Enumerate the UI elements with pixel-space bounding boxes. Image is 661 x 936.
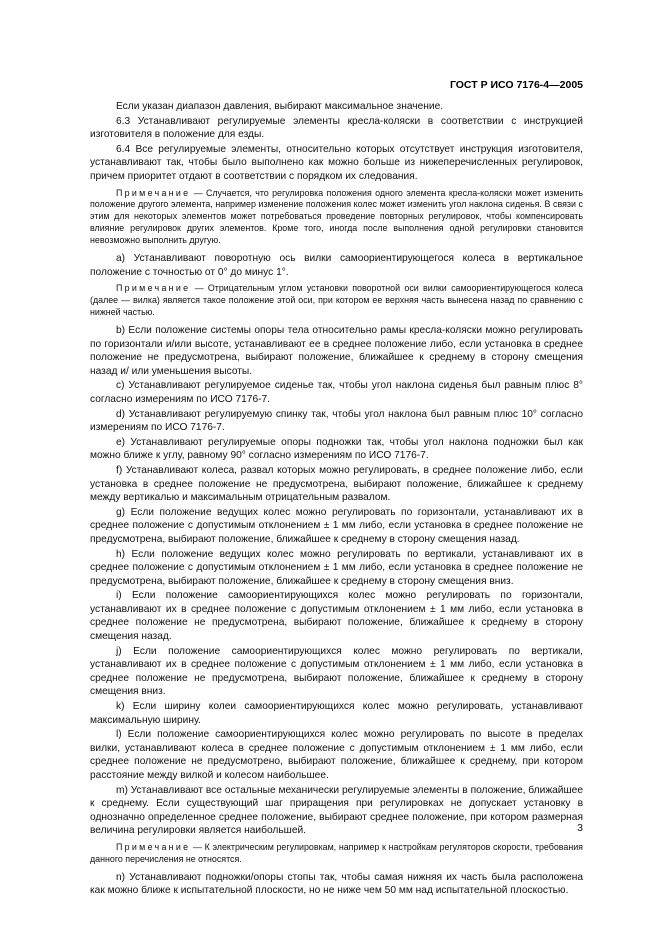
document-header: ГОСТ Р ИСО 7176-4—2005 [449,79,583,91]
page-number: 3 [577,822,583,834]
list-item: f) Устанавливают колеса, развал которых можно регулировать, в среднее положение либо, если установка в среднее положение не предусмотрена, выбирают положение, ближайшее к среднему между вертикалью и максимальным отрицательным развалом. [90,464,583,504]
list-item: h) Если положение ведущих колес можно регулировать по вертикали, устанавливают их в среднее положение с допустимым отклонением ± 1 мм либо, если установка в среднее положение не предусмотрена, выбирают положение, ближайшее к среднему в сторону смещения вниз. [90,548,583,587]
note-label: Примечание [116,187,191,198]
list-item: i) Если положение самоориентирующихся колес можно регулировать по горизонтали, устанавливают их в среднее положение с допустимым отклонением ± 1 мм либо, если установка в среднее положение не предусмотрена, выбирают положение, ближайшее к среднему в сторону смещения назад. [90,590,583,643]
list-item: d) Устанавливают регулируемую спинку так, чтобы угол наклона был равным плюс 10° согласно измерениям по ИСО 7176-7. [90,408,583,434]
paragraph: 6.4 Все регулируемые элементы, относительно которых отсутствует инструкция изготовителя, устанавливают так, чтобы было выполнено как можно больше из нижеперечисленных регулировок, причем приоритет отдают в соответствии с порядком их следования. [90,143,583,182]
note [90,188,583,248]
note-text: — К электрическим регулировкам, например к настройкам регуляторов скорости, требования данного перечисления не относятся. [90,841,583,864]
list-item: n) Устанавливают подножки/опоры стопы так, чтобы самая нижняя их часть была расположена как можно ближе к испытательной плоскости, но не ниже чем 50 мм над испытательной плоскостью. [90,871,583,897]
note-label: Примечание [116,841,191,852]
paragraph: 6.3 Устанавливают регулируемые элементы кресла-коляски в соответствии с инструкцией изготовителя в положение для езды. [90,115,583,141]
list-item: e) Устанавливают регулируемые опоры подножки так, чтобы угол наклона подножки был как можно ближе к углу, равному 90° согласно измерениям по ИСО 7176-7. [90,436,583,462]
list-item: a) Устанавливают поворотную ось вилки самоориентирующегося колеса в вертикальное положение с точностью от 0° до минус 1°. [90,253,583,278]
list-item: m) Устанавливают все остальные механически регулируемые элементы в положение, ближайшее к среднему. Если существующий шаг приращения при регулировках не допускает установку в однозначно определенное среднее положение, выбирают среднее положение, при котором размерная величина регулировки является наибольшей. [90,784,583,837]
list-item: j) Если положение самоориентирующихся колес можно регулировать по вертикали, устанавливают их в среднее положение с допустимым отклонением ± 1 мм либо, если установка в среднее положение не предусмотрена, выбирают положение, ближайшее к среднему в сторону смещения вниз. [90,645,583,698]
note-text: — Отрицательным углом установки поворотной оси вилки самоориентирующегося колеса (далее — вилка) является такое положение этой оси, при котором ее верхняя часть вынесена назад по сравнению с нижней частью. [90,283,583,318]
paragraph: Если указан диапазон давления, выбирают максимальное значение. [116,101,444,112]
list-item: b) Если положение системы опоры тела относительно рамы кресла-коляски можно регулировать по горизонтали и/или высоте, устанавливают ее в среднее положение либо, если установка в среднее положение не предусмотрена, выбирают положение, ближайшее к среднему в сторону смещения назад и/ или уменьшения высоты. [90,325,583,377]
note [90,842,583,866]
list-item: l) Если положение самоориентирующихся колес можно регулировать по высоте в пределах вилки, устанавливают колеса в среднее положение с допустимым отклонением ± 1 мм либо, если среднее положение не предусмотрено, выбирают положение, ближайшее к среднему, при котором расстояние между вилкой и колесом наибольшее. [90,729,583,781]
list-item: c) Устанавливают регулируемое сиденье так, чтобы угол наклона сиденья был равным плюс 8° согласно измерениям по ИСО 7176-7. [90,380,583,405]
document-body [90,100,583,899]
note-text: — Случается, что регулировка положения одного элемента кресла-коляски может изменить положение другого элемента, например изменение положения колес может изменить угол наклона сиденья. В связи с этим для некоторых элементов может потребоваться проведение повторных регулировок, чтобы компенсировать влияние регулировок других элементов. Кроме того, иногда после выполнения одной регулировки становится невозможно выполнить другую. [90,187,583,246]
list-item: k) Если ширину колеи самоориентирующихся колес можно регулировать, устанавливают максимальную ширину. [90,701,583,726]
note-label: Примечание [116,283,191,294]
list-item: g) Если положение ведущих колес можно регулировать по горизонтали, устанавливают их в среднее положение с допустимым отклонением ± 1 мм либо, если установка в среднее положение не предусмотрена, выбирают положение, ближайшее к среднему в сторону смещения назад. [90,506,583,545]
note [90,283,583,319]
